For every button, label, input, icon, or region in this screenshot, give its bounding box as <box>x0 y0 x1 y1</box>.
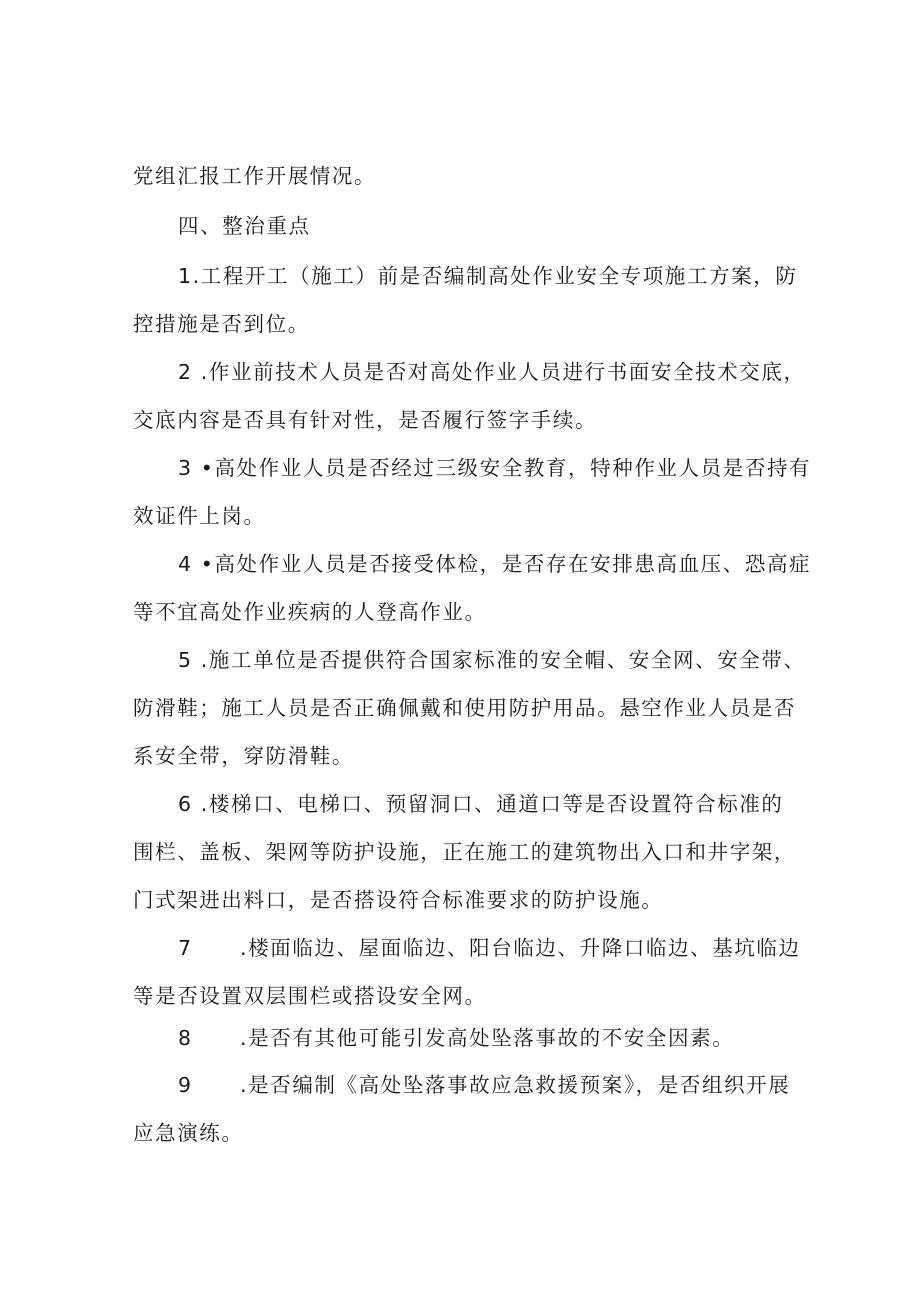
item-1-first-line <box>178 262 838 290</box>
item-5-first-line <box>178 646 838 674</box>
item-6-line-1: 楼梯口、电梯口、预留洞口、通道口等是否设置符合标准的 <box>208 792 784 816</box>
item-4-first-line <box>178 550 838 578</box>
item-3-line-2: 效证件上岗。 <box>133 504 266 528</box>
item-9-line-2: 应急演练。 <box>133 1121 244 1145</box>
item-2-first-line <box>178 358 838 386</box>
item-6-line-3: 门式架进出料口，是否搭设符合标准要求的防护设施。 <box>133 888 664 912</box>
item-8-line-1: .是否有其他可能引发高处坠落事故的不安全因素。 <box>240 1026 735 1050</box>
item-5-line-1: 施工单位是否提供符合国家标准的安全帽、安全网、安全带、 <box>208 648 806 672</box>
item-2-line-1: 作业前技术人员是否对高处作业人员进行书面安全技术交底， <box>208 360 806 384</box>
item-9-number: 9 <box>178 1073 193 1097</box>
section-heading: 四、整治重点 <box>178 214 311 238</box>
item-9-line-1: .是否编制《高处坠落事故应急救援预案》，是否组织开展 <box>240 1073 791 1097</box>
item-5-number: 5 . <box>178 648 209 672</box>
item-5-line-2: 防滑鞋；施工人员是否正确佩戴和使用防护用品。悬空作业人员是否 <box>133 696 796 720</box>
item-1-line-1: 工程开工（施工）前是否编制高处作业安全专项施工方案，防 <box>200 264 798 288</box>
item-3-first-line <box>178 454 838 482</box>
item-5-line-3: 系安全带，穿防滑鞋。 <box>133 744 354 768</box>
item-4-number: 4 • <box>178 552 215 576</box>
item-7-line-1: .楼面临边、屋面临边、阳台临边、升降口临边、基坑临边 <box>240 936 801 960</box>
item-6-number: 6 . <box>178 792 209 816</box>
item-4-line-2: 等不宜高处作业疾病的人登高作业。 <box>133 600 487 624</box>
item-8-number: 8 <box>178 1026 193 1050</box>
item-3-number: 3 • <box>178 456 215 480</box>
item-7-line-2: 等是否设置双层围栏或搭设安全网。 <box>133 984 487 1008</box>
item-6-first-line <box>178 790 838 818</box>
item-1-number: 1. <box>178 264 201 288</box>
item-3-line-1: 高处作业人员是否经过三级安全教育，特种作业人员是否持有 <box>214 456 812 480</box>
item-6-line-2: 围栏、盖板、架网等防护设施，正在施工的建筑物出入口和井字架， <box>133 840 796 864</box>
item-2-line-2: 交底内容是否具有针对性，是否履行签字手续。 <box>133 408 598 432</box>
item-7-number: 7 <box>178 936 193 960</box>
continuation-text: 党组汇报工作开展情况。 <box>133 164 377 188</box>
item-7-first-line <box>178 934 838 962</box>
item-2-number: 2 . <box>178 360 209 384</box>
item-1-line-2: 控措施是否到位。 <box>133 312 310 336</box>
item-8-first-line <box>178 1024 838 1052</box>
item-9-first-line <box>178 1071 838 1099</box>
item-4-line-1: 高处作业人员是否接受体检，是否存在安排患高血压、恐高症 <box>214 552 812 576</box>
